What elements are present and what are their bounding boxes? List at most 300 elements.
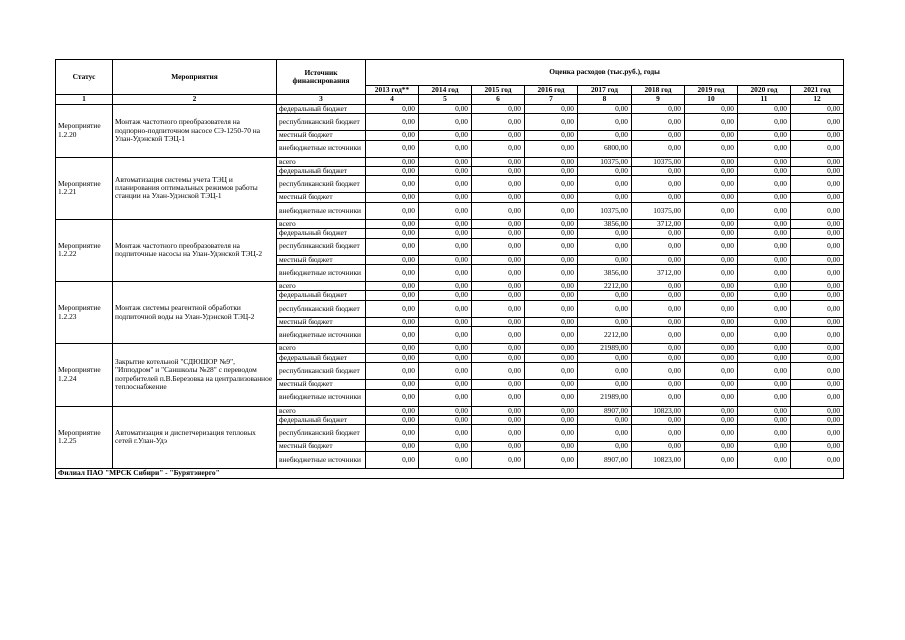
amount-cell: 0,00 [738, 389, 791, 406]
amount-cell: 0,00 [791, 300, 844, 317]
amount-cell: 21989,00 [578, 344, 632, 353]
table-row [56, 104, 844, 113]
amount-cell: 21989,00 [578, 389, 632, 406]
amount-cell: 0,00 [366, 389, 419, 406]
funding-source: внебюджетные источники [277, 327, 366, 344]
amount-cell: 0,00 [472, 255, 525, 264]
amount-cell: 0,00 [791, 140, 844, 157]
amount-cell: 0,00 [791, 451, 844, 468]
amount-cell: 0,00 [738, 229, 791, 238]
amount-cell: 10375,00 [632, 202, 685, 219]
amount-cell: 0,00 [791, 353, 844, 362]
amount-cell: 0,00 [738, 238, 791, 255]
funding-source: местный бюджет [277, 380, 366, 389]
amount-cell: 0,00 [738, 114, 791, 131]
amount-cell: 0,00 [791, 229, 844, 238]
funding-source: внебюджетные источники [277, 389, 366, 406]
header-status: Статус [56, 60, 113, 95]
amount-cell: 0,00 [419, 265, 472, 282]
year-header: 2017 год [578, 86, 632, 95]
amount-cell: 0,00 [366, 131, 419, 140]
amount-cell: 0,00 [791, 327, 844, 344]
amount-cell: 0,00 [419, 238, 472, 255]
amount-cell: 0,00 [472, 344, 525, 353]
amount-cell: 0,00 [738, 380, 791, 389]
amount-cell: 0,00 [525, 425, 578, 442]
header-estimate: Оценка расходов (тыс.руб.), годы [366, 60, 844, 86]
amount-cell: 0,00 [738, 363, 791, 380]
amount-cell: 0,00 [632, 140, 685, 157]
funding-source: местный бюджет [277, 193, 366, 202]
amount-cell: 10375,00 [578, 157, 632, 166]
amount-cell: 0,00 [525, 176, 578, 193]
amount-cell: 0,00 [791, 104, 844, 113]
amount-cell: 0,00 [685, 229, 738, 238]
amount-cell: 0,00 [419, 114, 472, 131]
amount-cell: 0,00 [632, 415, 685, 424]
amount-cell: 0,00 [632, 238, 685, 255]
amount-cell: 0,00 [525, 104, 578, 113]
amount-cell: 0,00 [791, 114, 844, 131]
amount-cell: 0,00 [578, 415, 632, 424]
amount-cell: 0,00 [738, 140, 791, 157]
funding-source: федеральный бюджет [277, 291, 366, 300]
amount-cell: 0,00 [685, 238, 738, 255]
amount-cell: 0,00 [472, 193, 525, 202]
amount-cell: 0,00 [366, 425, 419, 442]
amount-cell: 0,00 [738, 344, 791, 353]
event-status: Мероприятие 1.2.20 [56, 104, 113, 157]
funding-source: республиканский бюджет [277, 363, 366, 380]
amount-cell: 0,00 [578, 291, 632, 300]
funding-source: федеральный бюджет [277, 229, 366, 238]
table-row [56, 282, 844, 291]
amount-cell: 0,00 [525, 442, 578, 451]
amount-cell: 8907,00 [578, 451, 632, 468]
amount-cell: 0,00 [419, 291, 472, 300]
amount-cell: 0,00 [738, 282, 791, 291]
column-number: 10 [685, 95, 738, 104]
column-number: 1 [56, 95, 113, 104]
amount-cell: 0,00 [525, 406, 578, 415]
amount-cell: 0,00 [525, 317, 578, 326]
amount-cell: 0,00 [578, 425, 632, 442]
amount-cell: 0,00 [366, 363, 419, 380]
amount-cell: 0,00 [472, 406, 525, 415]
amount-cell: 0,00 [738, 406, 791, 415]
year-header: 2013 год** [366, 86, 419, 95]
amount-cell: 0,00 [685, 327, 738, 344]
table-body [56, 60, 844, 479]
amount-cell: 0,00 [738, 317, 791, 326]
amount-cell: 0,00 [366, 255, 419, 264]
table-row [56, 157, 844, 166]
table-row [56, 344, 844, 353]
amount-cell: 0,00 [791, 317, 844, 326]
amount-cell: 0,00 [472, 202, 525, 219]
amount-cell: 0,00 [632, 255, 685, 264]
column-number: 4 [366, 95, 419, 104]
amount-cell: 0,00 [685, 389, 738, 406]
amount-cell: 0,00 [472, 104, 525, 113]
amount-cell: 0,00 [632, 114, 685, 131]
event-name: Автоматизация и диспетчеризация тепловых сетей г.Улан-Удэ [113, 406, 277, 468]
event-status: Мероприятие 1.2.22 [56, 219, 113, 281]
event-name: Монтаж частотного преобразователя на подпиточные насосы на Улан-Удэнской ТЭЦ-2 [113, 219, 277, 281]
amount-cell: 0,00 [525, 300, 578, 317]
amount-cell: 0,00 [419, 176, 472, 193]
amount-cell: 0,00 [738, 291, 791, 300]
amount-cell: 0,00 [419, 219, 472, 228]
amount-cell: 0,00 [632, 389, 685, 406]
amount-cell: 0,00 [366, 291, 419, 300]
amount-cell: 0,00 [738, 167, 791, 176]
amount-cell: 0,00 [366, 317, 419, 326]
event-status: Мероприятие 1.2.25 [56, 406, 113, 468]
budget-sheet [55, 59, 844, 479]
amount-cell: 0,00 [738, 451, 791, 468]
amount-cell: 0,00 [419, 406, 472, 415]
amount-cell: 2212,00 [578, 282, 632, 291]
amount-cell: 0,00 [472, 229, 525, 238]
amount-cell: 0,00 [578, 238, 632, 255]
amount-cell: 0,00 [578, 114, 632, 131]
amount-cell: 6800,00 [578, 140, 632, 157]
amount-cell: 0,00 [419, 282, 472, 291]
amount-cell: 0,00 [366, 157, 419, 166]
amount-cell: 0,00 [738, 327, 791, 344]
amount-cell: 0,00 [366, 406, 419, 415]
amount-cell: 0,00 [632, 282, 685, 291]
amount-cell: 0,00 [472, 300, 525, 317]
funding-source: местный бюджет [277, 442, 366, 451]
funding-source: всего [277, 344, 366, 353]
amount-cell: 0,00 [525, 238, 578, 255]
funding-source: федеральный бюджет [277, 415, 366, 424]
amount-cell: 0,00 [791, 425, 844, 442]
amount-cell: 0,00 [472, 219, 525, 228]
funding-source: всего [277, 282, 366, 291]
amount-cell: 0,00 [525, 353, 578, 362]
amount-cell: 0,00 [685, 282, 738, 291]
amount-cell: 0,00 [366, 176, 419, 193]
amount-cell: 0,00 [525, 202, 578, 219]
amount-cell: 0,00 [632, 131, 685, 140]
amount-cell: 0,00 [472, 176, 525, 193]
amount-cell: 0,00 [685, 415, 738, 424]
amount-cell: 0,00 [366, 140, 419, 157]
amount-cell: 0,00 [738, 202, 791, 219]
amount-cell: 0,00 [738, 131, 791, 140]
amount-cell: 0,00 [366, 202, 419, 219]
amount-cell: 0,00 [419, 202, 472, 219]
funding-source: республиканский бюджет [277, 114, 366, 131]
amount-cell: 0,00 [685, 291, 738, 300]
column-number-row [56, 95, 844, 104]
amount-cell: 0,00 [578, 442, 632, 451]
year-header: 2019 год [685, 86, 738, 95]
amount-cell: 0,00 [419, 380, 472, 389]
amount-cell: 0,00 [472, 131, 525, 140]
amount-cell: 0,00 [685, 451, 738, 468]
organization-name: Филиал ПАО "МРСК Сибири" - "Бурятэнерго" [56, 468, 844, 478]
amount-cell: 0,00 [578, 255, 632, 264]
funding-source: всего [277, 219, 366, 228]
amount-cell: 0,00 [472, 265, 525, 282]
amount-cell: 0,00 [578, 353, 632, 362]
funding-source: федеральный бюджет [277, 104, 366, 113]
amount-cell: 3856,00 [578, 219, 632, 228]
amount-cell: 0,00 [632, 344, 685, 353]
amount-cell: 0,00 [632, 327, 685, 344]
amount-cell: 0,00 [632, 353, 685, 362]
amount-cell: 0,00 [472, 363, 525, 380]
amount-cell: 0,00 [685, 157, 738, 166]
amount-cell: 0,00 [791, 406, 844, 415]
funding-source: местный бюджет [277, 317, 366, 326]
event-name: Монтаж частотного преобразователя на подпорно-подпиточном насосе СЭ-1250-70 на Улан-Удэнской ТЭЦ-1 [113, 104, 277, 157]
amount-cell: 0,00 [419, 327, 472, 344]
amount-cell: 0,00 [685, 193, 738, 202]
amount-cell: 0,00 [419, 389, 472, 406]
funding-source: федеральный бюджет [277, 167, 366, 176]
amount-cell: 0,00 [578, 131, 632, 140]
amount-cell: 8907,00 [578, 406, 632, 415]
amount-cell: 0,00 [366, 327, 419, 344]
column-number: 11 [738, 95, 791, 104]
year-header: 2018 год [632, 86, 685, 95]
amount-cell: 0,00 [685, 114, 738, 131]
amount-cell: 0,00 [472, 353, 525, 362]
amount-cell: 0,00 [525, 344, 578, 353]
amount-cell: 0,00 [685, 353, 738, 362]
amount-cell: 0,00 [419, 451, 472, 468]
amount-cell: 0,00 [791, 219, 844, 228]
amount-cell: 0,00 [791, 157, 844, 166]
amount-cell: 0,00 [419, 193, 472, 202]
amount-cell: 0,00 [685, 300, 738, 317]
amount-cell: 0,00 [791, 282, 844, 291]
amount-cell: 0,00 [632, 300, 685, 317]
amount-cell: 0,00 [472, 442, 525, 451]
amount-cell: 0,00 [632, 425, 685, 442]
amount-cell: 0,00 [472, 291, 525, 300]
amount-cell: 0,00 [632, 291, 685, 300]
amount-cell: 0,00 [685, 176, 738, 193]
amount-cell: 0,00 [525, 131, 578, 140]
amount-cell: 0,00 [791, 389, 844, 406]
amount-cell: 0,00 [685, 363, 738, 380]
amount-cell: 0,00 [738, 442, 791, 451]
amount-cell: 0,00 [472, 114, 525, 131]
amount-cell: 0,00 [525, 380, 578, 389]
amount-cell: 0,00 [738, 415, 791, 424]
amount-cell: 0,00 [738, 265, 791, 282]
funding-source: внебюджетные источники [277, 265, 366, 282]
amount-cell: 0,00 [685, 202, 738, 219]
amount-cell: 0,00 [419, 131, 472, 140]
amount-cell: 0,00 [472, 140, 525, 157]
amount-cell: 0,00 [472, 157, 525, 166]
amount-cell: 0,00 [578, 363, 632, 380]
amount-cell: 0,00 [366, 229, 419, 238]
amount-cell: 0,00 [472, 327, 525, 344]
amount-cell: 0,00 [791, 238, 844, 255]
amount-cell: 0,00 [738, 176, 791, 193]
column-number: 5 [419, 95, 472, 104]
year-header: 2015 год [472, 86, 525, 95]
amount-cell: 0,00 [472, 425, 525, 442]
year-header: 2014 год [419, 86, 472, 95]
amount-cell: 0,00 [525, 282, 578, 291]
amount-cell: 0,00 [738, 157, 791, 166]
header-source: Источник финансирования [277, 60, 366, 95]
amount-cell: 0,00 [685, 104, 738, 113]
amount-cell: 0,00 [685, 131, 738, 140]
amount-cell: 0,00 [366, 344, 419, 353]
amount-cell: 0,00 [578, 317, 632, 326]
amount-cell: 0,00 [472, 167, 525, 176]
amount-cell: 10823,00 [632, 451, 685, 468]
funding-source: внебюджетные источники [277, 202, 366, 219]
amount-cell: 0,00 [791, 167, 844, 176]
funding-source: внебюджетные источники [277, 140, 366, 157]
amount-cell: 0,00 [632, 317, 685, 326]
amount-cell: 0,00 [472, 317, 525, 326]
header-row [56, 60, 844, 86]
amount-cell: 0,00 [738, 219, 791, 228]
amount-cell: 0,00 [791, 291, 844, 300]
amount-cell: 10375,00 [632, 157, 685, 166]
column-number: 7 [525, 95, 578, 104]
amount-cell: 0,00 [738, 104, 791, 113]
event-status: Мероприятие 1.2.23 [56, 282, 113, 344]
amount-cell: 0,00 [525, 327, 578, 344]
amount-cell: 0,00 [685, 317, 738, 326]
amount-cell: 0,00 [366, 219, 419, 228]
event-status: Мероприятие 1.2.21 [56, 157, 113, 219]
amount-cell: 0,00 [578, 229, 632, 238]
amount-cell: 0,00 [525, 140, 578, 157]
amount-cell: 0,00 [419, 104, 472, 113]
amount-cell: 0,00 [632, 176, 685, 193]
amount-cell: 0,00 [472, 389, 525, 406]
amount-cell: 0,00 [685, 344, 738, 353]
amount-cell: 0,00 [419, 140, 472, 157]
amount-cell: 0,00 [738, 353, 791, 362]
funding-source: республиканский бюджет [277, 425, 366, 442]
amount-cell: 0,00 [578, 300, 632, 317]
event-status: Мероприятие 1.2.24 [56, 344, 113, 406]
amount-cell: 0,00 [419, 167, 472, 176]
table-row [56, 219, 844, 228]
header-events: Мероприятия [113, 60, 277, 95]
amount-cell: 0,00 [791, 380, 844, 389]
amount-cell: 0,00 [366, 451, 419, 468]
amount-cell: 0,00 [366, 353, 419, 362]
amount-cell: 0,00 [525, 255, 578, 264]
amount-cell: 0,00 [525, 167, 578, 176]
amount-cell: 0,00 [366, 167, 419, 176]
funding-source: республиканский бюджет [277, 300, 366, 317]
expense-table [55, 59, 844, 479]
funding-source: всего [277, 406, 366, 415]
amount-cell: 10375,00 [578, 202, 632, 219]
amount-cell: 0,00 [419, 363, 472, 380]
amount-cell: 0,00 [366, 300, 419, 317]
amount-cell: 0,00 [419, 415, 472, 424]
funding-source: местный бюджет [277, 255, 366, 264]
amount-cell: 0,00 [525, 229, 578, 238]
amount-cell: 0,00 [366, 114, 419, 131]
amount-cell: 0,00 [685, 380, 738, 389]
amount-cell: 0,00 [685, 442, 738, 451]
amount-cell: 0,00 [791, 176, 844, 193]
amount-cell: 0,00 [419, 353, 472, 362]
amount-cell: 0,00 [791, 193, 844, 202]
amount-cell: 0,00 [578, 104, 632, 113]
table-row [56, 406, 844, 415]
amount-cell: 2212,00 [578, 327, 632, 344]
amount-cell: 0,00 [738, 425, 791, 442]
funding-source: местный бюджет [277, 131, 366, 140]
year-header: 2016 год [525, 86, 578, 95]
amount-cell: 0,00 [791, 442, 844, 451]
amount-cell: 0,00 [791, 202, 844, 219]
amount-cell: 0,00 [578, 193, 632, 202]
amount-cell: 0,00 [632, 380, 685, 389]
amount-cell: 0,00 [366, 193, 419, 202]
amount-cell: 0,00 [578, 176, 632, 193]
amount-cell: 0,00 [525, 389, 578, 406]
footer-row [56, 468, 844, 478]
funding-source: всего [277, 157, 366, 166]
event-name: Закрытие котельной "СДЮШОР №9", "Ипподром" и "Саншколы №28" с переводом потребителей п.В.Березовка на централизованное теплоснабжение [113, 344, 277, 406]
amount-cell: 0,00 [472, 282, 525, 291]
amount-cell: 0,00 [685, 167, 738, 176]
amount-cell: 0,00 [738, 255, 791, 264]
column-number: 2 [113, 95, 277, 104]
amount-cell: 0,00 [366, 415, 419, 424]
amount-cell: 0,00 [419, 317, 472, 326]
amount-cell: 0,00 [685, 140, 738, 157]
amount-cell: 0,00 [685, 219, 738, 228]
amount-cell: 0,00 [685, 425, 738, 442]
column-number: 6 [472, 95, 525, 104]
amount-cell: 0,00 [366, 442, 419, 451]
amount-cell: 0,00 [578, 167, 632, 176]
amount-cell: 0,00 [419, 425, 472, 442]
column-number: 8 [578, 95, 632, 104]
amount-cell: 0,00 [791, 255, 844, 264]
amount-cell: 0,00 [366, 380, 419, 389]
amount-cell: 0,00 [366, 104, 419, 113]
amount-cell: 0,00 [366, 282, 419, 291]
amount-cell: 0,00 [472, 451, 525, 468]
amount-cell: 0,00 [632, 104, 685, 113]
amount-cell: 0,00 [632, 363, 685, 380]
amount-cell: 0,00 [791, 363, 844, 380]
column-number: 3 [277, 95, 366, 104]
column-number: 12 [791, 95, 844, 104]
amount-cell: 0,00 [366, 238, 419, 255]
amount-cell: 0,00 [472, 380, 525, 389]
funding-source: республиканский бюджет [277, 176, 366, 193]
year-header: 2021 год [791, 86, 844, 95]
amount-cell: 0,00 [791, 344, 844, 353]
amount-cell: 0,00 [525, 157, 578, 166]
amount-cell: 0,00 [472, 238, 525, 255]
